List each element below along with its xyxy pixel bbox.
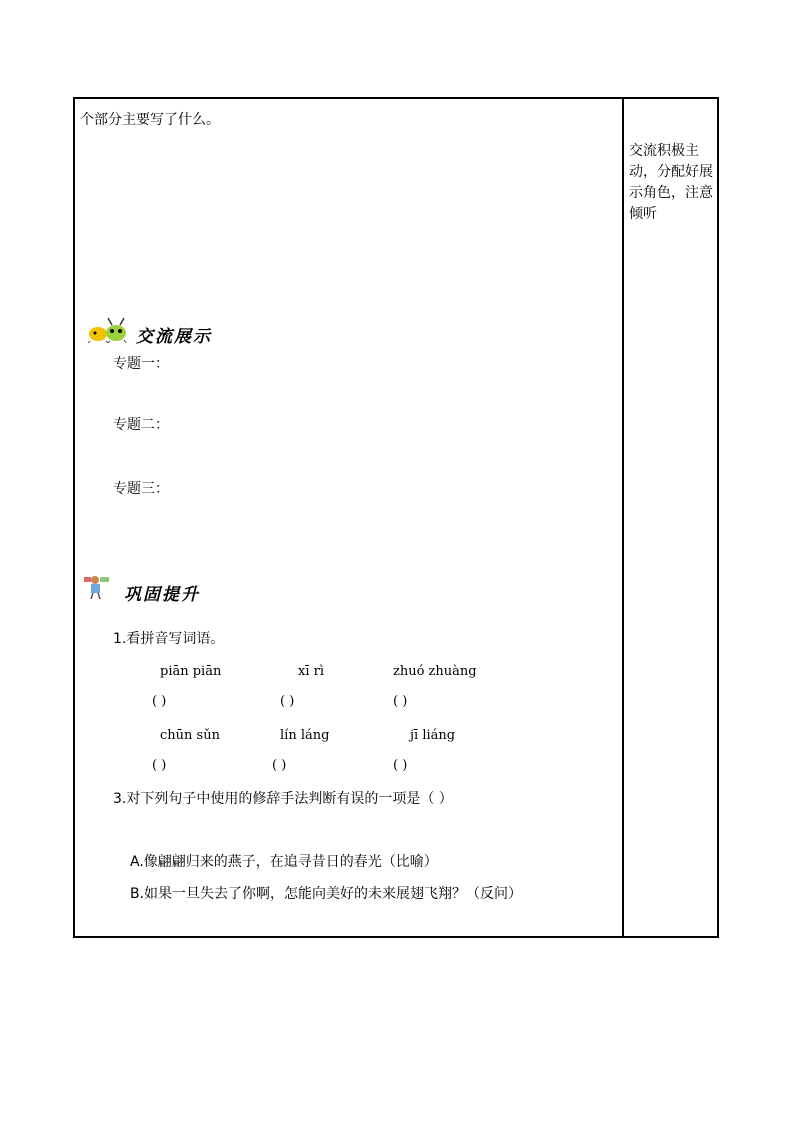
answer-blank-5: ( ) xyxy=(272,758,287,773)
pinyin-6: jī liáng xyxy=(410,728,456,743)
reading-figure-icon xyxy=(83,574,111,600)
question-3: 3.对下列句子中使用的修辞手法判断有误的一项是（ ） xyxy=(113,791,453,807)
answer-blank-1: ( ) xyxy=(152,694,167,709)
teacher-note: 交流积极主动，分配好展示角色，注意倾听 xyxy=(629,143,713,222)
ant-mascot-icon xyxy=(86,317,132,343)
topic-1-label: 专题一： xyxy=(113,356,169,372)
option-b: B.如果一旦失去了你啊，怎能向美好的未来展翅飞翔？（反问） xyxy=(130,886,523,902)
option-a: A.像翩翩归来的燕子，在追寻昔日的春光（比喻） xyxy=(130,854,438,870)
column-divider xyxy=(622,97,624,938)
pinyin-5: lín láng xyxy=(280,728,330,743)
section-title-consolidate: 巩固提升 xyxy=(124,585,200,605)
pinyin-3: zhuó zhuàng xyxy=(393,664,477,679)
answer-blank-6: ( ) xyxy=(393,758,408,773)
pinyin-1: piān piān xyxy=(160,664,222,679)
question-1: 1.看拼音写词语。 xyxy=(113,631,225,647)
answer-blank-2: ( ) xyxy=(280,694,295,709)
intro-text: 个部分主要写了什么。 xyxy=(80,112,220,128)
answer-blank-3: ( ) xyxy=(393,694,408,709)
topic-2-label: 专题二： xyxy=(113,417,169,433)
section-title-exchange: 交流展示 xyxy=(136,327,212,347)
pinyin-4: chūn sǔn xyxy=(160,728,220,743)
topic-3-label: 专题三： xyxy=(113,481,169,497)
pinyin-2: xī rì xyxy=(298,664,324,679)
answer-blank-4: ( ) xyxy=(152,758,167,773)
